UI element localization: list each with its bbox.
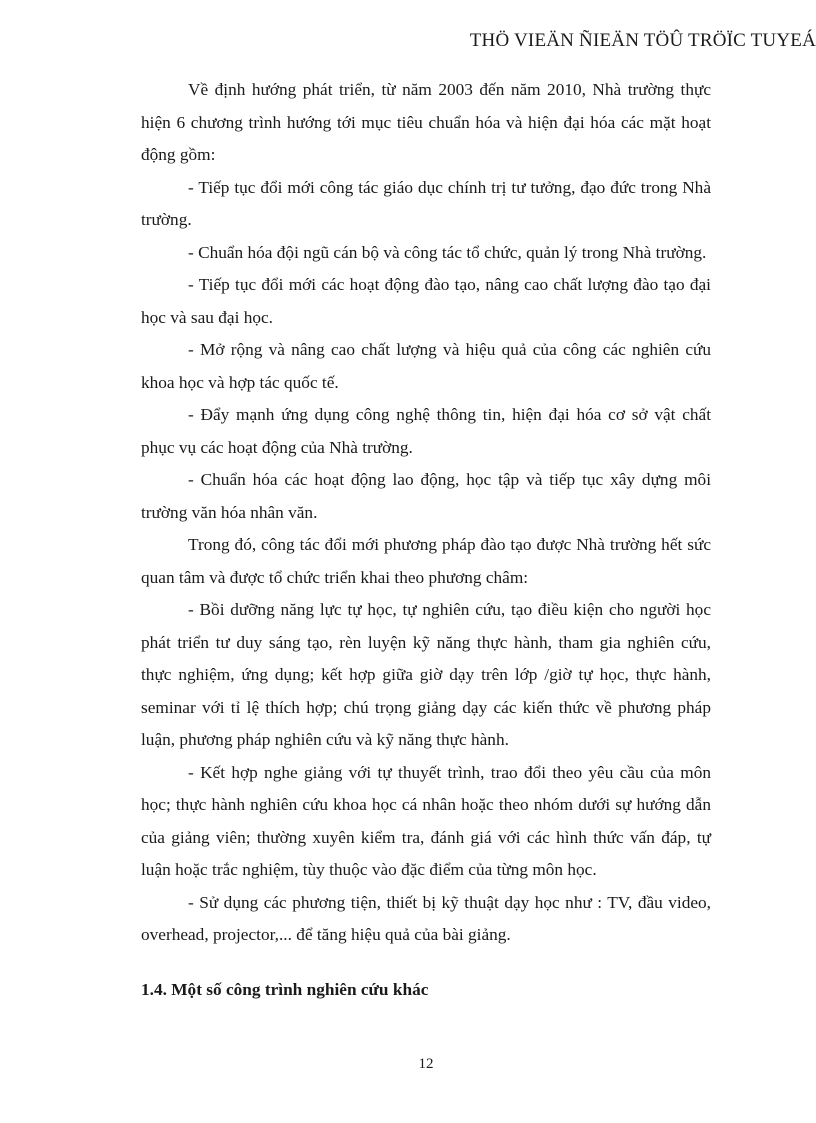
page-number: 12 [418,1056,434,1072]
paragraph-teaching-equipment: - Sử dụng các phương tiện, thiết bị kỹ thuật dạy học như : TV, đầu video, overhead, projector,... để tăng hiệu quả của bài giảng. [141,892,711,944]
document-body [141,74,711,952]
paragraph-cultural-environment: - Chuẩn hóa các hoạt động lao động, học tập và tiếp tục xây dựng môi trường văn hóa nhân văn. [141,470,711,522]
paragraph-political-education: - Tiếp tục đổi mới công tác giáo dục chính trị tư tưởng, đạo đức trong Nhà trường. [141,177,711,229]
page-header: THÖ VIEÄN ÑIEÄN TÖÛ TRÖÏC TUYEÁ [469,30,816,51]
paragraph-lecture-presentation: - Kết hợp nghe giảng với tự thuyết trình, trao đổi theo yêu cầu của môn học; thực hành nghiên cứu khoa học cá nhân hoặc theo nhóm dưới sự hướng dẫn của giảng viên; thường xuyên kiểm tra, đánh giá với các hình thức vấn đáp, tự luận hoặc trắc nghiệm, tùy thuộc vào đặc điểm của từng môn học. [141,762,711,879]
paragraph-teaching-method-reform: Trong đó, công tác đổi mới phương pháp đào tạo được Nhà trường hết sức quan tâm và được tổ chức triển khai theo phương châm: [141,535,711,587]
paragraph-training-quality: - Tiếp tục đổi mới các hoạt động đào tạo, nâng cao chất lượng đào tạo đại học và sau đại học. [141,275,711,327]
paragraph-staff-standardization: - Chuẩn hóa đội ngũ cán bộ và công tác tổ chức, quản lý trong Nhà trường. [188,242,707,262]
paragraph-development-orientation: Về định hướng phát triển, từ năm 2003 đến năm 2010, Nhà trường thực hiện 6 chương trình hướng tới mục tiêu chuẩn hóa và hiện đại hóa các mặt hoạt động gồm: [141,80,711,164]
paragraph-it-application: - Đẩy mạnh ứng dụng công nghệ thông tin, hiện đại hóa cơ sở vật chất phục vụ các hoạt động của Nhà trường. [141,405,711,457]
paragraph-research-cooperation: - Mở rộng và nâng cao chất lượng và hiệu quả của công các nghiên cứu khoa học và hợp tác quốc tế. [141,340,711,392]
paragraph-self-study: - Bồi dưỡng năng lực tự học, tự nghiên cứu, tạo điều kiện cho người học phát triển tư duy sáng tạo, rèn luyện kỹ năng thực hành, tham gia nghiên cứu, thực nghiệm, ứng dụng; kết hợp giữa giờ dạy trên lớp /giờ tự học, thực hành, seminar với tỉ lệ thích hợp; chú trọng giảng dạy các kiến thức về phương pháp luận, phương pháp nghiên cứu và kỹ năng thực hành. [141,600,711,749]
section-heading: 1.4. Một số công trình nghiên cứu khác [141,980,429,999]
